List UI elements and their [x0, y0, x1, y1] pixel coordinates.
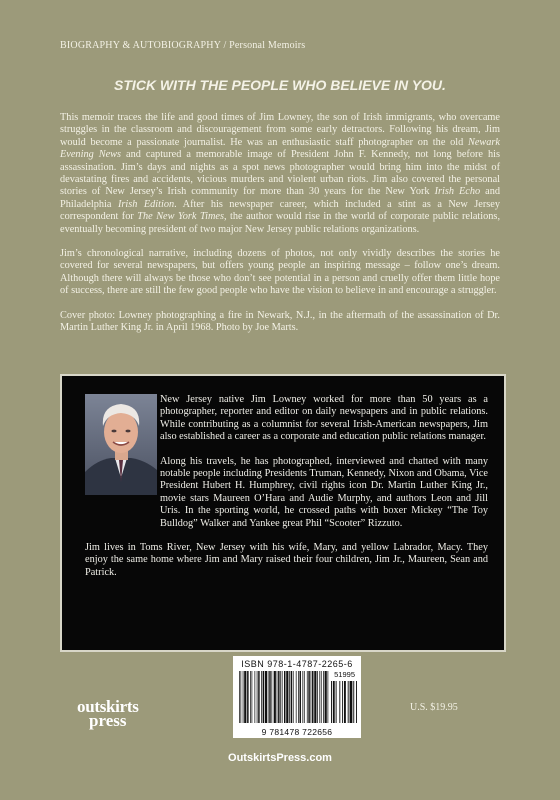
barcode-bar — [250, 671, 251, 723]
isbn-text: ISBN 978-1-4787-2265-6 — [241, 659, 353, 669]
barcode-bar — [356, 681, 357, 723]
barcode-bar — [263, 671, 264, 723]
barcode-bar — [257, 671, 258, 723]
barcode-bar — [339, 681, 340, 723]
cover-photo-credit: Cover photo: Lowney photographing a fire in Newark, N.J., in the aftermath of the assassination of Dr. Martin Luther King Jr. in April 1968. Photo by Joe Marts. — [60, 309, 500, 334]
author-photo — [85, 394, 157, 495]
barcode-bar — [291, 671, 292, 723]
barcode-bar — [336, 681, 337, 723]
barcode-bar — [348, 681, 349, 723]
barcode-bar — [312, 671, 313, 723]
barcode-bar — [331, 681, 332, 723]
publisher-website: OutskirtsPress.com — [228, 752, 332, 764]
barcode-bar — [243, 671, 244, 723]
barcode-bar — [342, 681, 343, 723]
barcode-bar — [244, 671, 246, 723]
barcode-bar — [299, 671, 300, 723]
barcode-bar — [298, 671, 299, 723]
book-description — [60, 112, 500, 347]
barcode-bar — [321, 671, 322, 723]
barcode-bars-main — [239, 671, 329, 723]
barcode-bar — [325, 671, 327, 723]
isbn-barcode — [233, 656, 361, 738]
bio-paragraph-1: New Jersey native Jim Lowney worked for more than 50 years as a photographer, reporter and editor on daily newspapers and in public relations. While contributing as a columnist for several Irish-American newspapers, Jim also established a career as a corporate and education public relations manager. — [160, 394, 488, 443]
barcode-bar — [252, 671, 253, 723]
barcode-bar — [289, 671, 290, 723]
barcode-bar — [258, 671, 259, 723]
barcode-bar — [254, 671, 255, 723]
barcode-bar — [265, 671, 267, 723]
barcode-bar — [302, 671, 303, 723]
barcode-bar — [333, 681, 335, 723]
barcode-bar — [284, 671, 285, 723]
barcode-bar — [277, 671, 278, 723]
publisher-logo-line-1: outskirts — [77, 697, 139, 716]
barcode-bar — [274, 671, 276, 723]
barcode-bar — [317, 671, 318, 723]
barcode-bar — [286, 671, 288, 723]
barcode-bar — [311, 671, 312, 723]
barcode-bar — [353, 681, 354, 723]
bio-paragraph-2: Along his travels, he has photographed, interviewed and chatted with many notable people including Presidents Truman, Kennedy, Nixon and Obama, Vice President Hubert H. Humphrey, civil rights icon Dr. Martin Luther King Jr., movie stars Maureen O’Hara and Audie Murphy, and authors Leon and Jill Uris. In the sporting world, he crossed paths with boxer Mickey “The Toy Bulldog” Walker and Yankee great Phil “Scooter” Rizzuto. — [160, 455, 488, 529]
barcode-bar — [261, 671, 262, 723]
author-portrait-image — [85, 394, 157, 495]
author-bio-box — [60, 374, 506, 652]
barcode-bar — [269, 671, 270, 723]
barcode-bar — [280, 671, 281, 723]
book-category: BIOGRAPHY & AUTOBIOGRAPHY / Personal Memoirs — [60, 40, 306, 51]
barcode-bar — [247, 671, 248, 723]
barcode-bar — [239, 671, 240, 723]
barcode-bar — [350, 681, 353, 723]
publisher-logo-line-2: press — [89, 711, 127, 730]
barcode-bar — [319, 671, 320, 723]
barcode-bar — [307, 671, 308, 723]
barcode-number: 9 781478 722656 — [261, 727, 333, 737]
price: U.S. $19.95 — [410, 702, 458, 713]
barcode-bar — [296, 671, 297, 723]
barcode-bar — [271, 671, 272, 723]
barcode-bars-addon — [331, 681, 357, 723]
barcode-bar — [314, 671, 316, 723]
tagline: STICK WITH THE PEOPLE WHO BELIEVE IN YOU. — [114, 77, 446, 93]
bio-paragraph-3: Jim lives in Toms River, New Jersey with his wife, Mary, and yellow Labrador, Macy. They enjoy the same home where Jim and Mary raised their four children, Jim Jr., Maureen, Sean and Patrick. — [85, 542, 488, 578]
publisher-logo — [77, 697, 139, 730]
barcode-bar — [278, 671, 279, 723]
barcode-bar — [282, 671, 283, 723]
barcode-bar — [344, 681, 346, 723]
author-bio — [85, 394, 488, 591]
barcode-bar — [240, 671, 241, 723]
barcode-bar — [304, 671, 305, 723]
description-paragraph-1: This memoir traces the life and good times of Jim Lowney, the son of Irish immigrants, who overcame struggles in the classroom and discouragement from some early detractors. Following his dream, Jim would become a passionate journalist. He was an enthusiastic staff photographer on the old Newark Evening News and captured a memorable image of President John F. Kennedy, not long before his assassination. Jim’s days and nights as a spot news photographer would bring him into the midst of devastating fires and accidents, vicious murders and violent urban riots. Jim also covered the personal stories of New Jersey’s Irish community for more than 30 years for the New York Irish Echo and Philadelphia Irish Edition. After his newspaper career, which included a stint as a New Jersey correspondent for The New York Times, the author would rise in the world of corporate public relations, eventually becoming president of two major New Jersey public relations organizations. — [60, 112, 501, 235]
price-addon-number: 51995 — [334, 670, 355, 679]
barcode-bar — [328, 671, 329, 723]
barcode-bar — [268, 671, 269, 723]
description-paragraph-2: Jim’s chronological narrative, including dozens of photos, not only vividly describes the stories he covered for several newspapers, but offers young people an inspiring message – follow one’s dream. Although there will always be those who don’t see potential in a person and cruelly offer them little hope of success, there are still the few good people who have the vision to believe in and encourage a struggler. — [60, 248, 500, 297]
barcode-bar — [308, 671, 309, 723]
barcode-bar — [293, 671, 294, 723]
barcode-bar — [323, 671, 324, 723]
